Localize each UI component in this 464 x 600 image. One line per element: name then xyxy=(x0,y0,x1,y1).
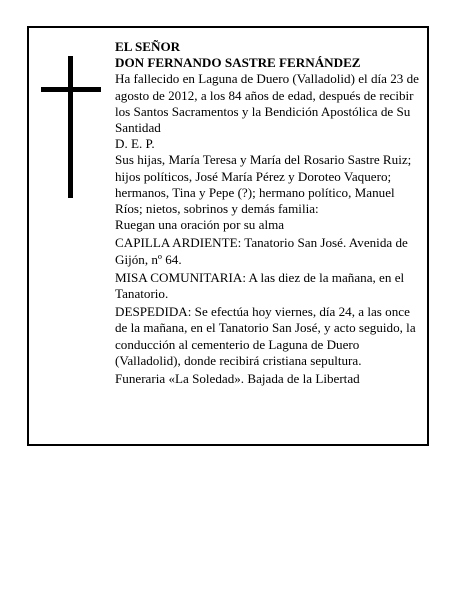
latin-cross-icon xyxy=(41,56,101,198)
notice-title-line1: EL SEÑOR xyxy=(115,39,181,54)
death-announcement: Ha fallecido en Laguna de Duero (Valladolid) el día 23 de agosto de 2012, a los 84 años de edad, después de recibir los Santos Sacramentos y la Bendición Apostólica de Su Santidad xyxy=(115,71,419,136)
cross-vertical-bar xyxy=(68,56,73,198)
obituary-notice xyxy=(27,26,429,446)
cross-horizontal-bar xyxy=(41,87,101,92)
deceased-name: DON FERNANDO SASTRE FERNÁNDEZ xyxy=(115,55,361,71)
family-list: Sus hijas, María Teresa y María del Rosario Sastre Ruiz; hijos políticos, José María Pérez y Doroteo Vaquero; hermanos, Tina y Pepe (?); hermano político, Manuel Ríos; nietos, sobrinos y demás familia: xyxy=(115,152,412,217)
farewell-info: DESPEDIDA: Se efectúa hoy viernes, día 24, a las once de la mañana, en el Tanatorio San José, y acto seguido, la conducción al cementerio de Laguna de Duero (Valladolid), donde recibirá cristiana sepultura. xyxy=(115,304,416,368)
mass-info: MISA COMUNITARIA: A las diez de la mañana, en el Tanatorio. xyxy=(115,269,405,302)
chapel-info: CAPILLA ARDIENTE: Tanatorio San José. Avenida de Gijón, nº 64. xyxy=(115,235,408,267)
notice-text-block xyxy=(115,39,425,387)
funeral-home-info: Funeraria «La Soledad». Bajada de la Libertad xyxy=(115,371,360,387)
prayer-request: Ruegan una oración por su alma xyxy=(115,217,285,233)
dep-line: D. E. P. xyxy=(115,136,155,152)
